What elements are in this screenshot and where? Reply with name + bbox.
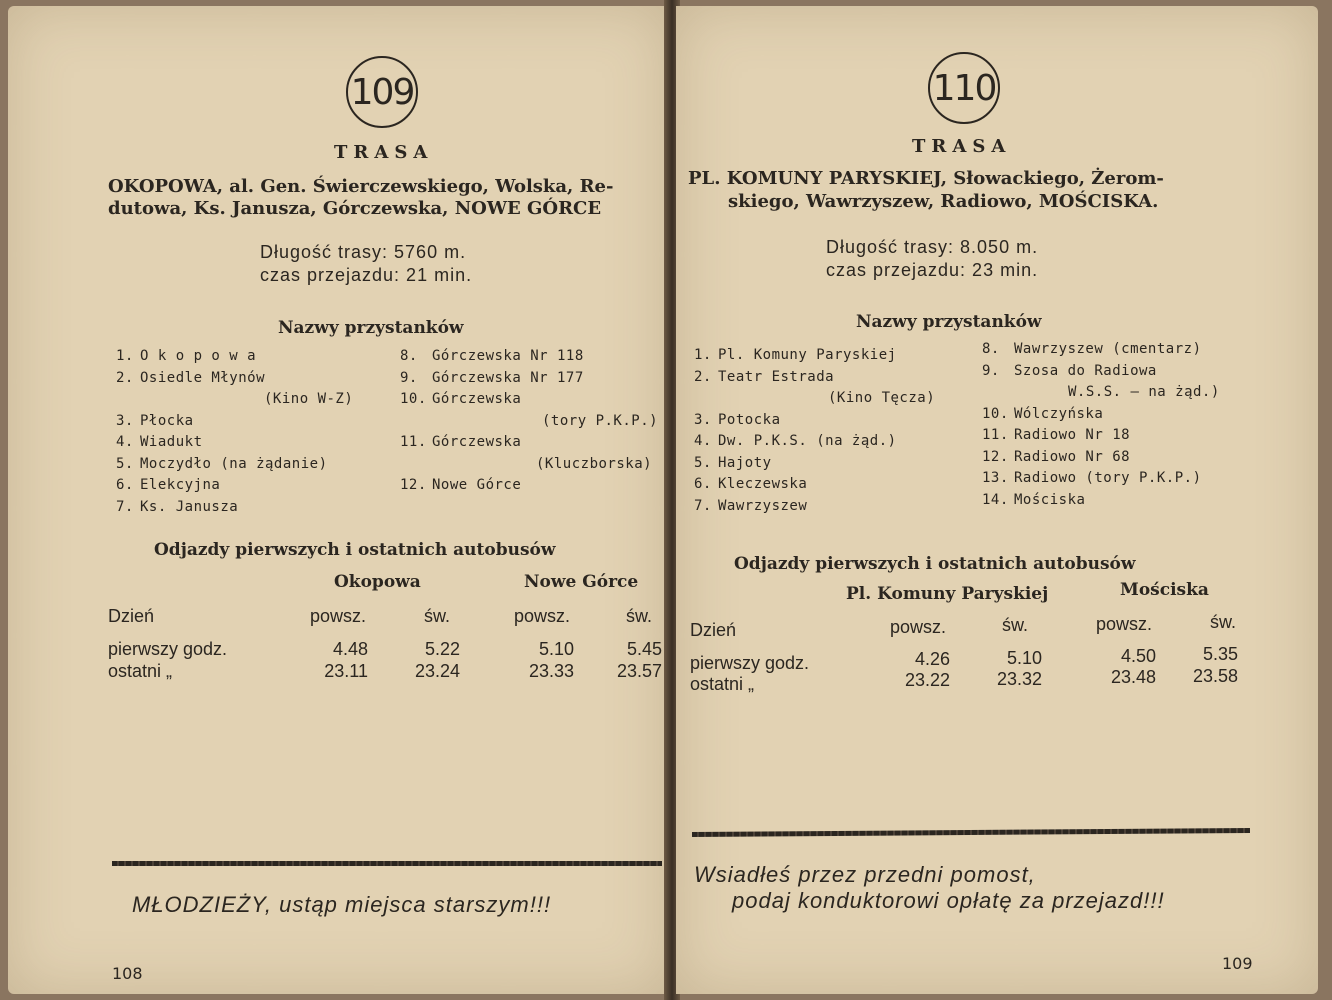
stop-item: 5. Moczydło (na żądanie) (116, 455, 328, 472)
stop-item: 9. Szosa do Radiowa (982, 362, 1157, 379)
col-sw-a: św. (1002, 615, 1029, 635)
trasa-label: TRASA (912, 136, 1012, 157)
time-cell: 23.57 (616, 661, 662, 681)
terminal-a: Pl. Komuny Paryskiej (846, 584, 1049, 604)
col-sw-b: św. (1210, 612, 1237, 632)
time-cell: 23.11 (324, 661, 368, 681)
stop-item-note: (Kino Tęcza) (828, 390, 936, 406)
time-cell: 5.45 (626, 639, 662, 659)
stop-item: 6. Kleczewska (694, 476, 808, 492)
stops-column-2 (982, 339, 1220, 511)
row-first-label: pierwszy godz. (108, 639, 228, 659)
col-powsz-a: powsz. (310, 606, 367, 626)
stop-item: 9. Górczewska Nr 177 (400, 369, 584, 386)
route-number-badge: 109 (346, 56, 418, 128)
time-cell: 23.24 (414, 661, 460, 681)
stop-item: 5. Hajoty (694, 454, 772, 471)
stop-item: 7. Wawrzyszew (694, 497, 808, 514)
col-sw-a: św. (424, 606, 451, 626)
page-number: 109 (1222, 954, 1253, 973)
departures-heading: Odjazdy pierwszych i ostatnich autobusów (734, 554, 1136, 574)
col-day: Dzień (690, 620, 737, 640)
route-length: Długość trasy: 8.050 m. (826, 237, 1039, 257)
row-last-label: ostatni „ (108, 661, 173, 681)
col-powsz-b: powsz. (1096, 614, 1153, 634)
route-line-2: skiego, Wawrzyszew, Radiowo, MOŚCISKA. (728, 191, 1159, 212)
col-powsz-a: powsz. (890, 617, 947, 637)
route-line-1: PL. KOMUNY PARYSKIEJ, Słowackiego, Żerom- (688, 168, 1164, 189)
stop-item: 1. O k o p o w a (116, 348, 257, 364)
route-number-badge: 110 (928, 52, 1000, 124)
time-cell: 4.48 (332, 639, 368, 659)
left-page (8, 6, 668, 994)
route-line-2: dutowa, Ks. Janusza, Górczewska, NOWE GÓRCE (108, 198, 602, 219)
stop-item: 4. Dw. P.K.S. (na żąd.) (694, 433, 897, 449)
time-cell: 4.50 (1120, 646, 1156, 666)
row-last-label: ostatni „ (690, 674, 755, 694)
stop-item: 13. Radiowo (tory P.K.P.) (982, 470, 1202, 486)
time-cell: 23.32 (996, 669, 1042, 689)
terminal-b: Mościska (1120, 580, 1209, 600)
route-line-1: OKOPOWA, al. Gen. Świerczewskiego, Wolska, Re- (108, 176, 614, 197)
time-cell: 5.10 (538, 639, 574, 659)
stop-item: 10. Górczewska (400, 391, 522, 407)
stop-item: 6. Elekcyjna (116, 477, 221, 493)
time-cell: 5.22 (424, 639, 460, 659)
slogan-line-1: Wsiadłeś przez przedni pomost, (694, 862, 1036, 887)
stop-item: 7. Ks. Janusza (116, 498, 239, 515)
time-cell: 23.33 (528, 661, 574, 681)
stop-item: 11. Radiowo Nr 18 (982, 427, 1131, 443)
stop-item: 8. Górczewska Nr 118 (400, 348, 584, 364)
stop-item: 3. Płocka (116, 412, 194, 429)
stop-item-note: (tory P.K.P.) (542, 412, 659, 429)
row-first-label: pierwszy godz. (690, 653, 810, 673)
slogan-line-2: podaj konduktorowi opłatę za przejazd!!! (732, 888, 1165, 913)
divider-rule (112, 861, 662, 866)
col-sw-b: św. (626, 606, 653, 626)
stop-item-note: (Kluczborska) (536, 455, 653, 472)
page-number: 108 (112, 964, 143, 983)
slogan: MŁODZIEŻY, ustąp miejsca starszym!!! (132, 892, 552, 917)
stop-item: 11. Górczewska (400, 434, 522, 450)
stop-item: 4. Wiadukt (116, 434, 203, 450)
col-day: Dzień (108, 606, 155, 626)
right-page (676, 6, 1318, 994)
stop-item: 12. Nowe Górce (400, 477, 522, 493)
time-cell: 23.48 (1110, 667, 1156, 687)
stop-item: 2. Osiedle Młynów (116, 369, 266, 386)
time-cell: 4.26 (914, 649, 950, 669)
terminal-b: Nowe Górce (524, 572, 639, 592)
stop-item: 12. Radiowo Nr 68 (982, 448, 1131, 465)
stops-heading: Nazwy przystanków (856, 312, 1042, 332)
trasa-label: TRASA (334, 142, 434, 163)
stops-column-2 (400, 346, 658, 497)
route-duration: czas przejazdu: 21 min. (260, 265, 473, 285)
stop-item: 3. Potocka (694, 411, 781, 428)
stops-heading: Nazwy przystanków (278, 318, 464, 338)
time-cell: 23.22 (904, 670, 950, 690)
col-powsz-b: powsz. (514, 606, 571, 626)
stops-column-1 (694, 345, 935, 517)
route-duration: czas przejazdu: 23 min. (826, 260, 1039, 280)
stops-column-1 (116, 346, 353, 518)
time-cell: 5.10 (1006, 648, 1042, 668)
stop-item-note: (Kino W-Z) (264, 391, 354, 407)
time-cell: 5.35 (1202, 644, 1238, 664)
stop-item: 1. Pl. Komuny Paryskiej (694, 347, 897, 363)
stop-item: 8. Wawrzyszew (cmentarz) (982, 341, 1202, 357)
terminal-a: Okopowa (334, 572, 421, 592)
route-length: Długość trasy: 5760 m. (260, 242, 467, 262)
departures-heading: Odjazdy pierwszych i ostatnich autobusów (154, 540, 556, 560)
stop-item: 2. Teatr Estrada (694, 368, 835, 385)
stop-item: 14. Mościska (982, 491, 1086, 508)
time-cell: 23.58 (1192, 666, 1238, 686)
divider-rule (692, 828, 1250, 837)
stop-item-note: W.S.S. — na żąd.) (1068, 384, 1220, 400)
stop-item: 10. Wólczyńska (982, 405, 1104, 422)
